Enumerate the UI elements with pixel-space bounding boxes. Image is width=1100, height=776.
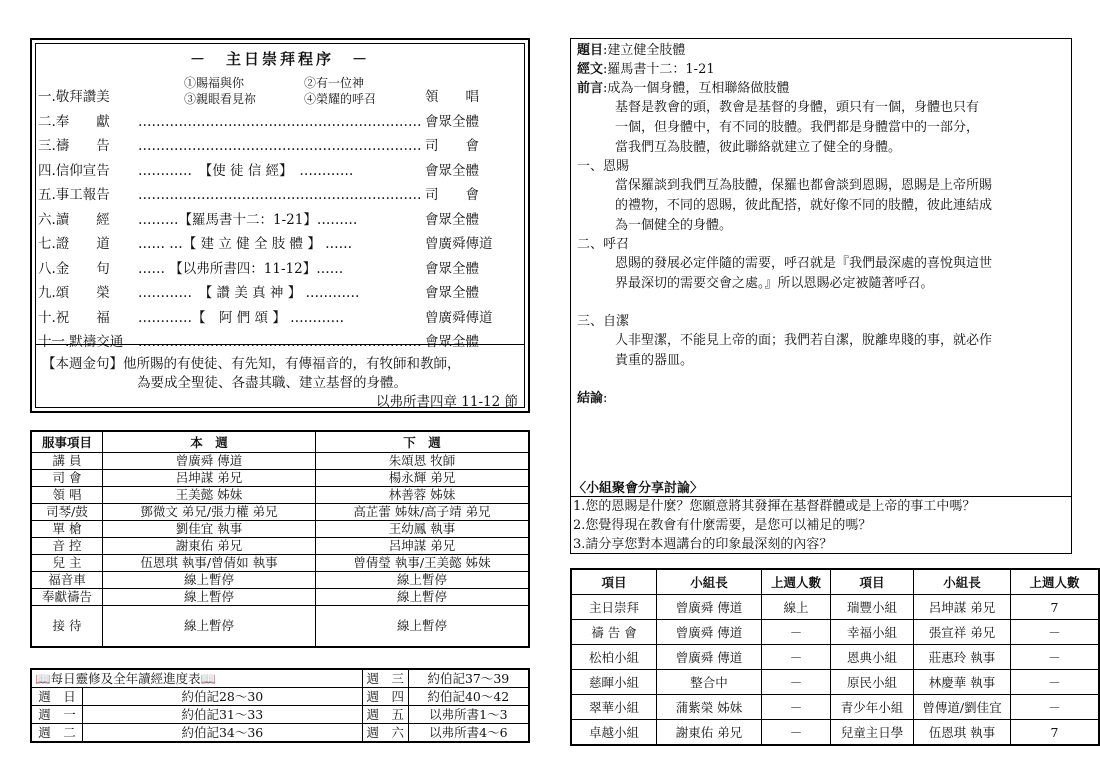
groups-header: 項目	[831, 569, 914, 595]
group-cell: 主日崇拜	[571, 595, 657, 620]
groups-header: 項目	[571, 569, 657, 595]
group-cell: －	[762, 720, 831, 746]
point-2-head: 二、呼召	[577, 237, 630, 252]
service-cell: 高芷蕾 姊妹/高子靖 弟兄	[316, 504, 530, 521]
group-cell: －	[762, 695, 831, 720]
service-row	[31, 504, 529, 521]
worship-item	[38, 258, 520, 280]
service-cell: 司 會	[31, 470, 103, 487]
service-cell: 講 員	[31, 453, 103, 470]
bible-day: 週 五	[362, 706, 408, 724]
groups-header: 上週人數	[1011, 569, 1100, 595]
bible-day: 週 二	[31, 724, 83, 743]
service-cell: 接 待	[31, 606, 103, 648]
service-header: 服事項目	[31, 431, 103, 453]
point-1-body: 當保羅談到我們互為肢體，保羅也都會談到恩賜，恩賜是上帝所賜 的禮物，不同的恩賜，彼此配搭，就好像不同的肢體，彼此連結成 為一個健全的身體。	[615, 178, 993, 233]
bible-reading: 約伯記31～33	[83, 706, 363, 724]
service-cell: 福音車	[31, 572, 103, 589]
service-cell: 朱頌恩 牧師	[316, 453, 530, 470]
worship-item-leader: 司 會	[425, 138, 479, 154]
group-cell: －	[762, 645, 831, 670]
service-cell: 鄧微文 弟兄/張力權 弟兄	[103, 504, 316, 521]
worship-item	[38, 209, 520, 231]
group-cell: 恩典小組	[831, 645, 914, 670]
worship-item-detail: …… …【 建 立 健 全 肢 體 】 ……	[138, 236, 353, 252]
worship-item-detail: …… 【以弗所書四：11-12】……	[138, 260, 344, 277]
worship-item-leader: 會眾全體	[425, 211, 479, 228]
worship-item-name: 四.信仰宣告	[38, 162, 110, 179]
service-cell: 謝東佑 弟兄	[103, 538, 316, 555]
groups-header: 小組長	[914, 569, 1011, 595]
group-cell: －	[1011, 620, 1100, 645]
worship-item-name: 十一.默禱交通	[38, 334, 124, 350]
bible-reading: 約伯記37～39	[408, 669, 529, 688]
worship-item-leader: 會眾全體	[425, 334, 479, 350]
group-row	[571, 645, 1099, 670]
service-cell: 林善蓉 姊妹	[316, 487, 530, 504]
service-row	[31, 555, 529, 572]
hymn-2: ②有一位神	[304, 76, 365, 90]
service-row	[31, 589, 529, 606]
verse-line-1: 【本週金句】他所賜的有使徒、有先知，有傳福音的，有牧師和教師，	[42, 356, 461, 372]
point-1-head: 一、恩賜	[577, 159, 630, 174]
point-2-body: 恩賜的發展必定伴隨的需要，呼召就是『我們最深處的喜悅與這世 界最深切的需要交會之處。』所以恩賜必定被隨著呼召。	[615, 256, 993, 291]
worship-item-leader: 領 唱	[425, 89, 479, 105]
service-cell: 兒 主	[31, 555, 103, 572]
service-row	[31, 521, 529, 538]
discussion-questions: 1.您的恩賜是什麼？您願意將其發揮在基督群體或是上帝的事工中嗎？ 2.您覺得現在教會有什麼需要，是您可以補足的嗎？ 3.請分享您對本週講台的印象最深刻的內容？	[573, 499, 976, 552]
service-cell: 楊永輝 弟兄	[316, 470, 530, 487]
bible-reading: 約伯記34～36	[83, 724, 363, 743]
worship-item-name: 六.讀 經	[38, 211, 110, 228]
service-cell: 線上暫停	[103, 589, 316, 606]
hymn-1: ①賜福與你	[184, 76, 245, 90]
bible-reading: 以弗所書1～3	[408, 706, 529, 724]
group-cell: 禱 告 會	[571, 620, 657, 645]
verse-line-2: 為要成全聖徒、各盡其職、建立基督的身體。	[137, 375, 407, 391]
worship-item-leader: 會眾全體	[425, 260, 479, 277]
service-cell: 王美懿 姊妹	[103, 487, 316, 504]
worship-order-box	[30, 38, 530, 413]
worship-item-name: 五.事工報告	[38, 187, 110, 203]
group-cell: 青少年小組	[831, 695, 914, 720]
worship-item-name: 十.祝 福	[38, 309, 110, 326]
point-3-head: 三、自潔	[577, 314, 630, 329]
group-cell: 伍恩琪 執事	[914, 720, 1011, 746]
service-header: 下 週	[316, 431, 530, 453]
service-cell: 線上暫停	[103, 572, 316, 589]
group-row	[571, 595, 1099, 620]
service-cell: 司琴/鼓	[31, 504, 103, 521]
worship-title: － 主日崇拜程序 －	[189, 50, 370, 68]
service-cell: 線上暫停	[316, 589, 530, 606]
group-cell: 卓越小組	[571, 720, 657, 746]
hymn-4: ④榮耀的呼召	[304, 92, 377, 106]
group-row	[571, 670, 1099, 695]
service-cell: 線上暫停	[316, 572, 530, 589]
worship-item-detail: ………… 【 讚 美 真 神 】 …………	[138, 285, 360, 301]
worship-item-name: 三.禱 告	[38, 138, 110, 154]
group-cell: 蒲紫榮 姊妹	[657, 695, 762, 720]
bible-day: 週 六	[362, 724, 408, 743]
service-cell: 單 槍	[31, 521, 103, 538]
service-row	[31, 470, 529, 487]
group-cell: 曾廣舜 傳道	[657, 645, 762, 670]
worship-item-detail: ………………………………………………………	[138, 187, 422, 203]
groups-table	[570, 568, 1100, 746]
group-row	[571, 720, 1099, 746]
service-row	[31, 538, 529, 555]
worship-item-detail: ………………………………………………………	[138, 138, 422, 154]
sermon-intro: 基督是教會的頭，教會是基督的身體，頭只有一個，身體也只有 一個，但身體中，有不同的肢體。我們都是身體當中的一部分， 當我們互為肢體，彼此聯絡就建立了健全的身體。	[615, 100, 980, 155]
service-cell: 領 唱	[31, 487, 103, 504]
sermon-notes-box	[570, 38, 1072, 554]
sermon-topic: 題目:建立健全肢體	[577, 43, 686, 58]
conclusion: 結論:	[577, 391, 608, 406]
bible-day: 週 一	[31, 706, 83, 724]
service-header: 本 週	[103, 431, 316, 453]
worship-item-leader: 曾廣舜傳道	[425, 309, 493, 326]
worship-item	[38, 307, 520, 329]
worship-item-leader: 會眾全體	[425, 113, 479, 130]
service-cell: 音 控	[31, 538, 103, 555]
group-cell: 瑞豐小組	[831, 595, 914, 620]
worship-item	[38, 331, 520, 353]
worship-item	[38, 184, 520, 206]
service-cell: 線上暫停	[103, 606, 316, 648]
worship-item-detail: ………【羅馬書十二：1-21】………	[138, 211, 358, 228]
bible-day: 週 日	[31, 688, 83, 706]
worship-item-name: 七.證 道	[38, 236, 110, 252]
group-cell: 慈暉小組	[571, 670, 657, 695]
weekly-verse	[42, 355, 518, 412]
group-cell: 曾廣舜 傳道	[657, 595, 762, 620]
group-cell: 莊惠玲 執事	[914, 645, 1011, 670]
group-cell: 曾廣舜 傳道	[657, 620, 762, 645]
worship-item-name: 九.頌 榮	[38, 285, 110, 301]
worship-item-name: 一.敬拜讚美	[38, 89, 110, 105]
sermon-intro-head: 前言:成為一個身體，互相聯絡做肢體	[577, 81, 790, 96]
service-row	[31, 453, 529, 470]
group-cell: 曾傳道/劉佳宜	[914, 695, 1011, 720]
service-cell: 曾倩瑩 執事/王美懿 姊妹	[316, 555, 530, 572]
service-cell: 王幼鳳 執事	[316, 521, 530, 538]
worship-item-leader: 司 會	[425, 187, 479, 203]
service-cell: 曾廣舜 傳道	[103, 453, 316, 470]
worship-item-leader: 會眾全體	[425, 162, 479, 179]
worship-order-inner	[35, 43, 525, 408]
group-cell: 張宣祥 弟兄	[914, 620, 1011, 645]
worship-item	[38, 160, 520, 182]
group-cell: 線上	[762, 595, 831, 620]
divider	[36, 344, 524, 345]
verse-reference: 以弗所書四章 11-12 節	[375, 394, 518, 410]
service-cell: 呂坤謀 弟兄	[316, 538, 530, 555]
service-cell: 奉獻禱告	[31, 589, 103, 606]
worship-item	[38, 86, 520, 108]
group-cell: 林慶華 執事	[914, 670, 1011, 695]
bible-reading: 以弗所書4～6	[408, 724, 529, 743]
worship-item-leader: 曾廣舜傳道	[425, 236, 493, 252]
group-cell: 幸福小組	[831, 620, 914, 645]
hymn-3: ③親眼看見祢	[184, 92, 257, 106]
group-cell: 7	[1011, 595, 1100, 620]
point-3-body: 人非聖潔，不能見上帝的面；我們若自潔，脫離卑賤的事，就必作 貴重的器皿。	[615, 333, 993, 368]
group-cell: 呂坤謀 弟兄	[914, 595, 1011, 620]
group-row	[571, 695, 1099, 720]
service-cell: 線上暫停	[316, 606, 530, 648]
bible-day: 週 三	[362, 669, 408, 688]
worship-item-name: 八.金 句	[38, 260, 110, 277]
bible-reading-table	[30, 668, 530, 743]
worship-item	[38, 111, 520, 133]
group-cell: －	[1011, 695, 1100, 720]
service-cell: 伍恩琪 執事/曾倩如 執事	[103, 555, 316, 572]
worship-item	[38, 282, 520, 304]
service-row	[31, 572, 529, 589]
group-cell: －	[762, 620, 831, 645]
group-cell: 兒童主日學	[831, 720, 914, 746]
group-cell: 松柏小組	[571, 645, 657, 670]
group-cell: 整合中	[657, 670, 762, 695]
worship-item-detail: ………………………………………………………	[138, 334, 422, 350]
service-row	[31, 606, 529, 648]
group-cell: 翠華小組	[571, 695, 657, 720]
bible-header: 📖每日靈修及全年讀經進度表📖	[31, 669, 362, 688]
group-cell: 謝東佑 弟兄	[657, 720, 762, 746]
groups-header: 小組長	[657, 569, 762, 595]
group-cell: －	[1011, 670, 1100, 695]
service-table	[30, 430, 530, 648]
worship-item-detail: ………… 【使 徒 信 經】 …………	[138, 162, 354, 179]
group-cell: 7	[1011, 720, 1100, 746]
worship-item-detail: ………………………………………………………	[138, 113, 422, 130]
group-cell: －	[762, 670, 831, 695]
worship-item-leader: 會眾全體	[425, 285, 479, 301]
worship-item	[38, 135, 520, 157]
service-cell: 呂坤謀 弟兄	[103, 470, 316, 487]
bible-day: 週 四	[362, 688, 408, 706]
group-cell: －	[1011, 645, 1100, 670]
worship-item-detail: …………【 阿 們 頌 】 …………	[138, 309, 345, 326]
service-row	[31, 487, 529, 504]
group-cell: 原民小組	[831, 670, 914, 695]
bible-reading: 約伯記28～30	[83, 688, 363, 706]
sermon-text: 經文:羅馬書十二：1-21	[577, 62, 715, 77]
discussion-title: 〈小組聚會分享討論〉	[573, 481, 704, 496]
groups-header: 上週人數	[762, 569, 831, 595]
worship-item-name: 二.奉 獻	[38, 113, 110, 130]
group-row	[571, 620, 1099, 645]
worship-item	[38, 233, 520, 255]
bible-reading: 約伯記40～42	[408, 688, 529, 706]
service-cell: 劉佳宜 執事	[103, 521, 316, 538]
